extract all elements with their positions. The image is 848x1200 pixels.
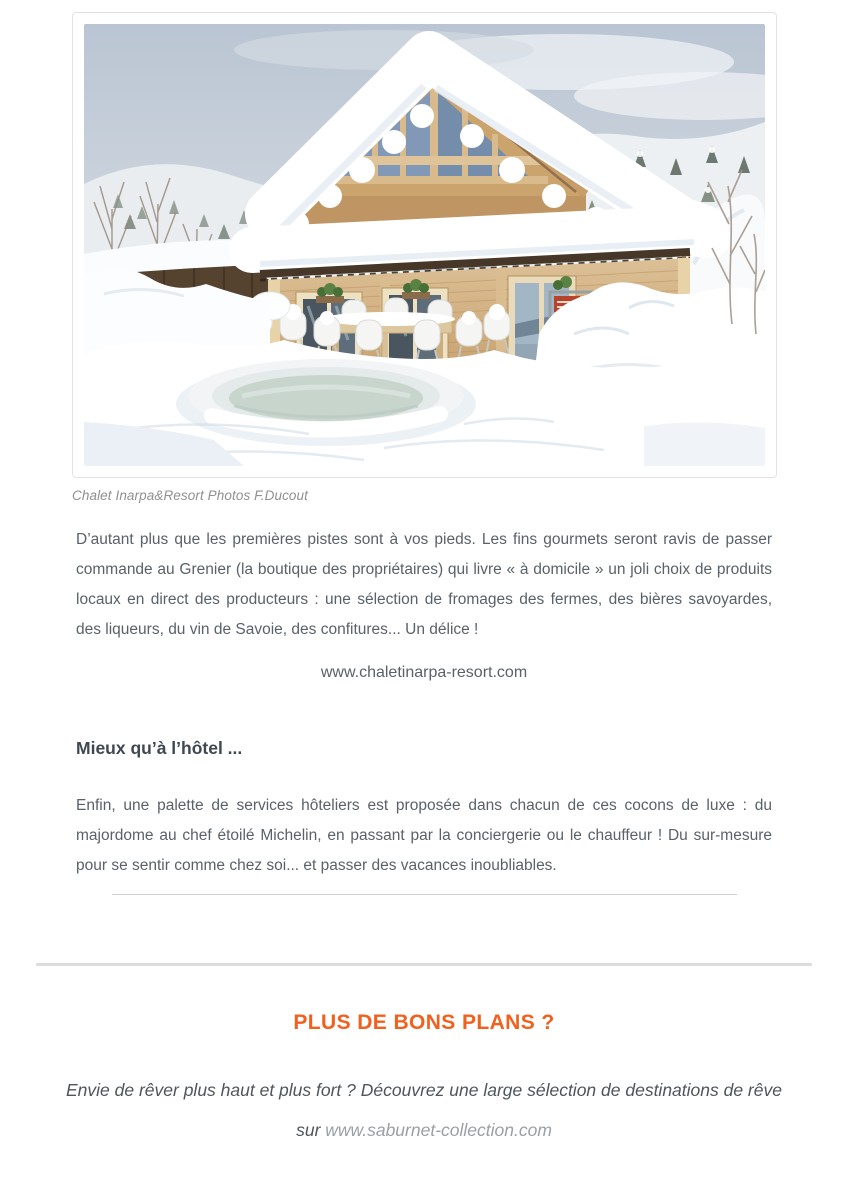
section-heading: Mieux qu’à l’hôtel ... — [76, 738, 243, 758]
section-divider — [36, 963, 812, 966]
chalet-website-link[interactable]: www.chaletinarpa-resort.com — [320, 664, 528, 681]
content-divider — [112, 894, 737, 895]
tagline-sur: sur — [296, 1120, 321, 1140]
tagline-text: Envie de rêver plus haut et plus fort ? Découvrez une large sélection de destinations de rêve — [66, 1080, 782, 1100]
promo-footer — [0, 1010, 848, 1150]
promo-heading: PLUS DE BONS PLANS ? — [293, 1011, 555, 1034]
chalet-photo — [84, 24, 765, 466]
article-content — [72, 488, 772, 895]
website-link-line — [76, 659, 772, 687]
collection-website-link[interactable]: www.saburnet-collection.com — [325, 1120, 552, 1140]
paragraph-services: Enfin, une palette de services hôteliers est proposée dans chacun de ces cocons de luxe : du majordome au chef étoilé Michelin, en passant par la conciergerie ou le chauffeur ! Du sur-mesure pour se sentir comme chez soi... et passer des vacances inoubliables. — [76, 797, 772, 874]
hot-tub — [176, 359, 476, 446]
bottom-spacer — [0, 1150, 848, 1198]
paragraph-gourmets: D’autant plus que les premières pistes sont à vos pieds. Les fins gourmets seront ravis de passer commande au Grenier (la boutique des propriétaires) qui livre « à domicile » un joli choix de produits locaux en direct des producteurs : une sélection de fromages des fermes, des bières savoyardes, des liqueurs, du vin de Savoie, des confitures... Un délice ! — [76, 531, 772, 638]
chalet-photo-illustration — [84, 24, 765, 466]
hero-photo-frame — [72, 12, 777, 478]
tagline — [14, 1070, 834, 1150]
photo-caption: Chalet Inarpa&Resort Photos F.Ducout — [72, 488, 308, 503]
